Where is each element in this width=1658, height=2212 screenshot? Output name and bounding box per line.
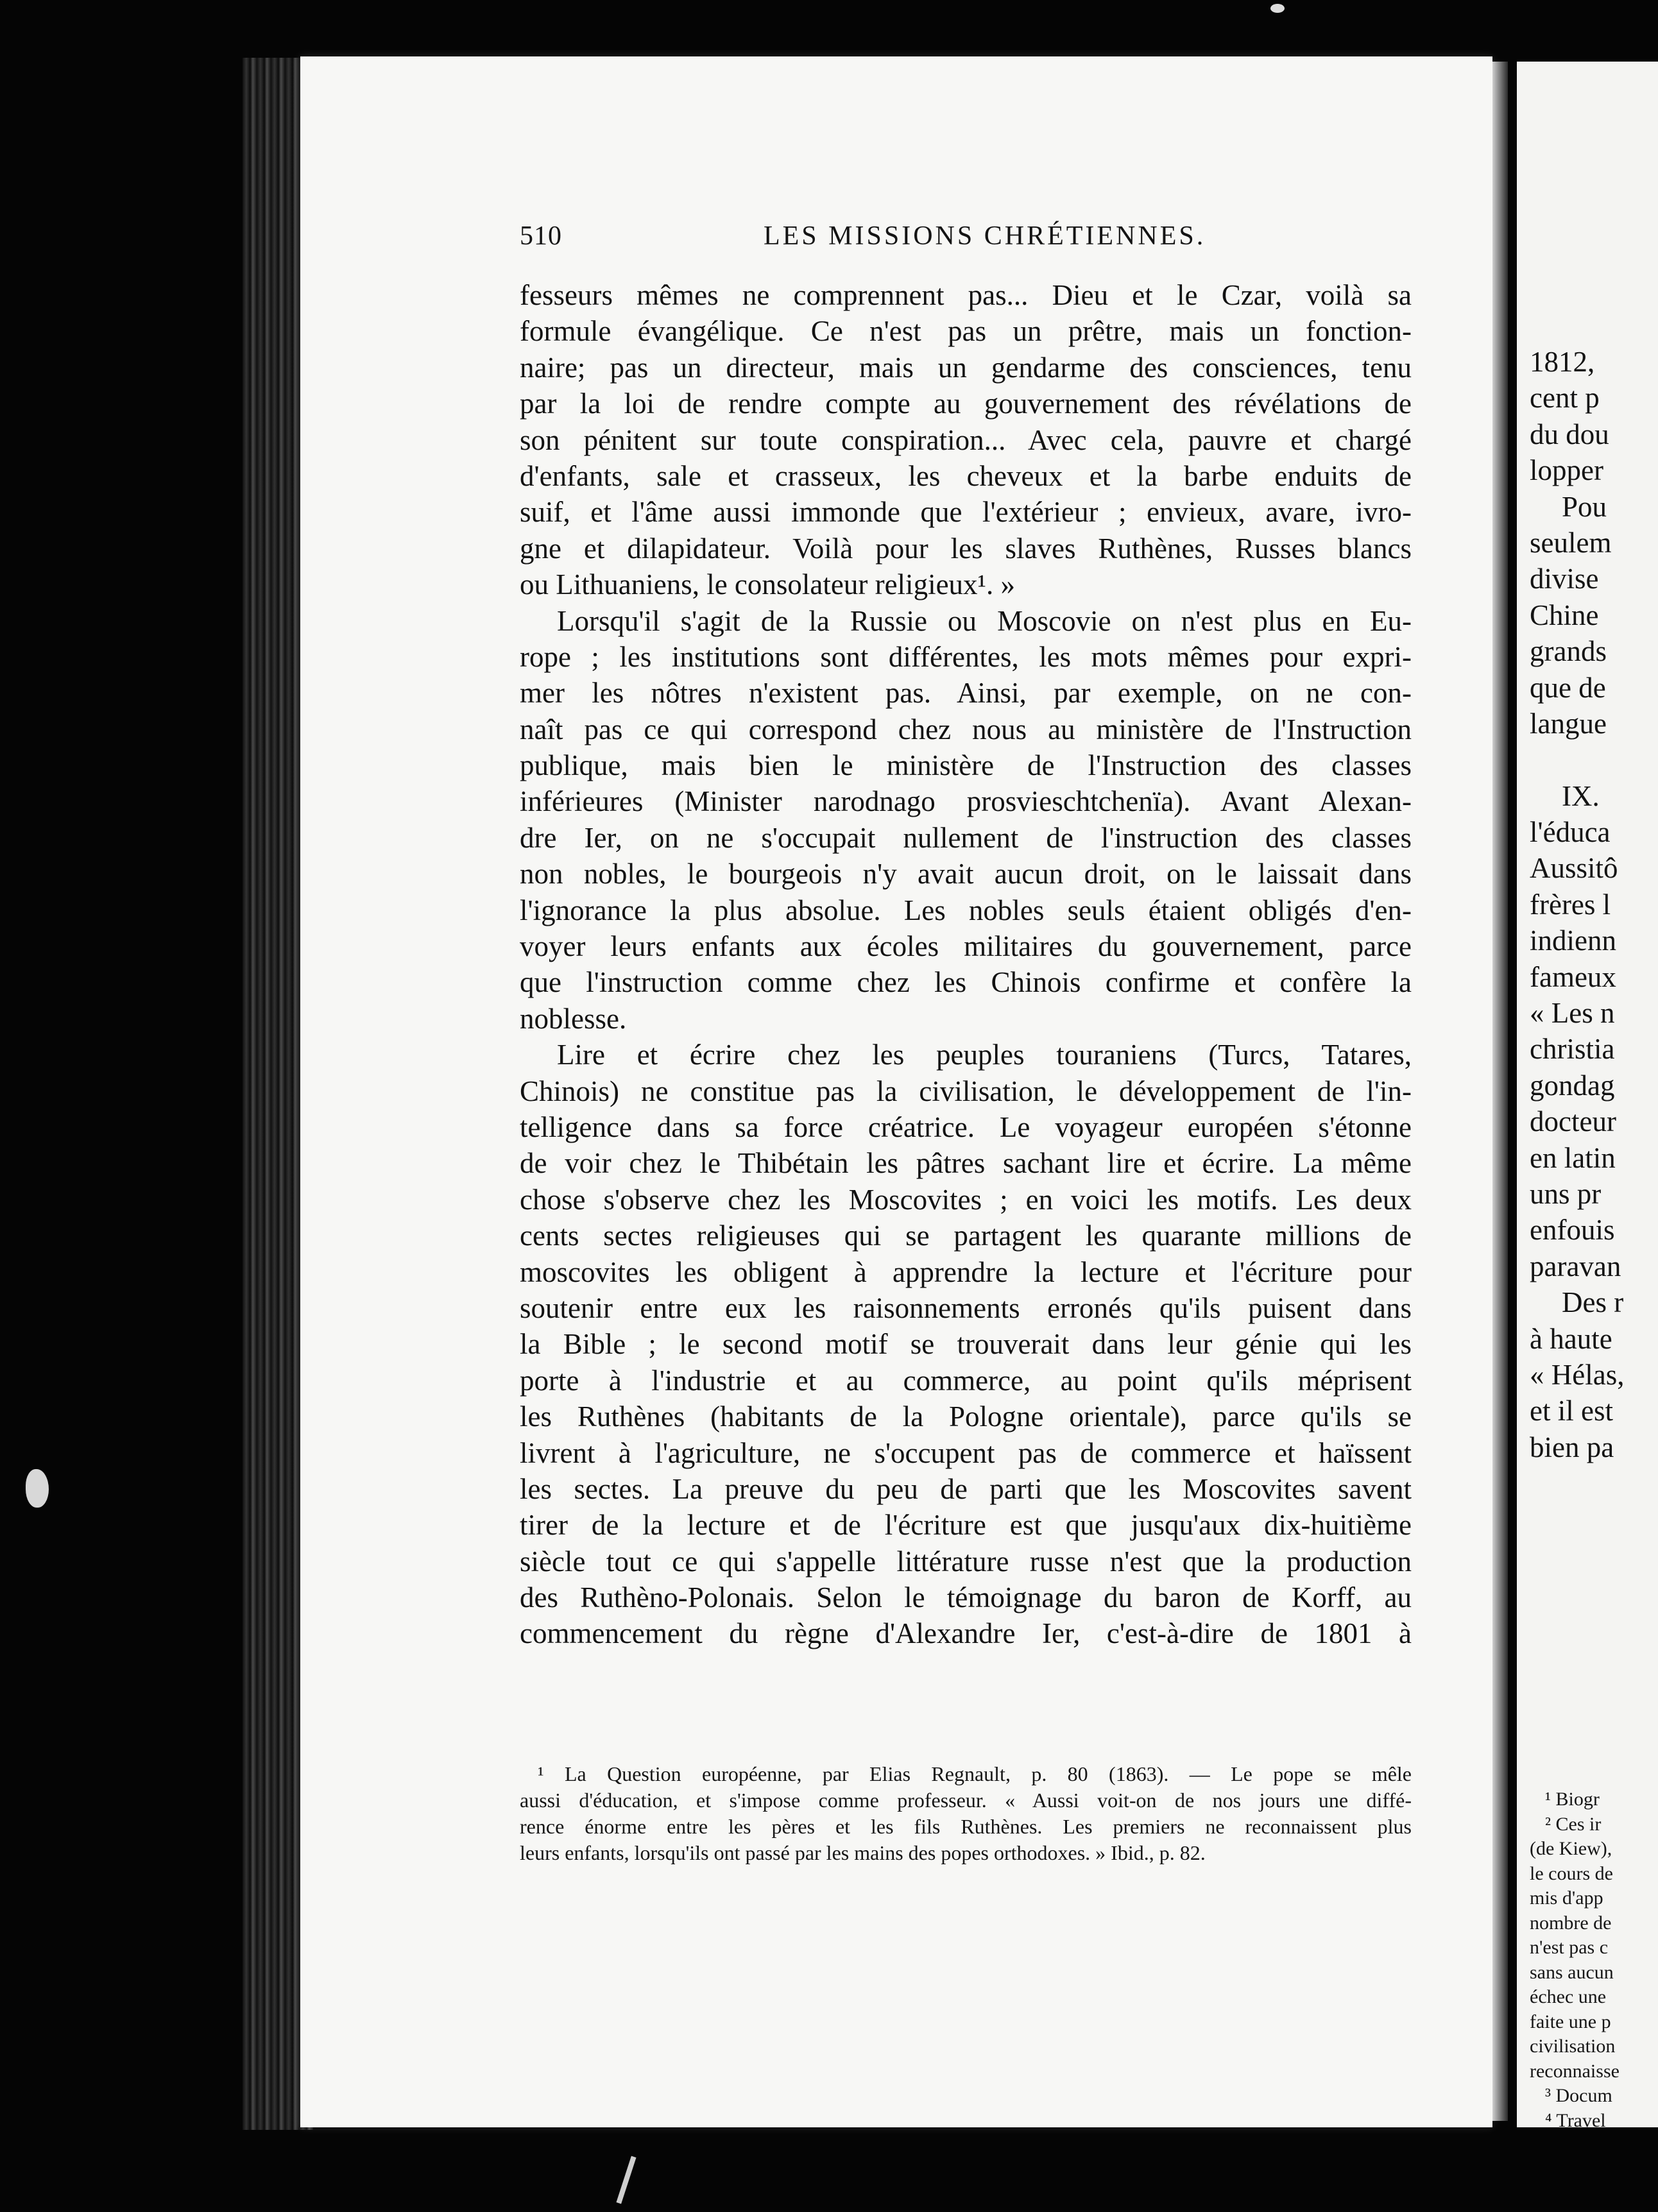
facing-footnote-line: mis d'app [1530,1887,1603,1909]
body-line: telligence dans sa force créatrice. Le voyageur européen s'étonne [520,1110,1412,1143]
facing-footnote-line: n'est pas c [1530,1937,1609,1958]
body-line: soutenir entre eux les raisonnements erronés qu'ils puisent dans [520,1291,1412,1324]
footnote-line: leurs enfants, lorsqu'ils ont passé par les mains des popes orthodoxes. » Ibid., p. 82. [520,1841,1206,1864]
facing-line: « Les n [1530,997,1615,1030]
facing-line: bien pa [1530,1431,1614,1463]
body-line: Chinois) ne constitue pas la civilisation, le développement de l'in- [520,1075,1412,1107]
body-line: siècle tout ce qui s'appelle littérature russe n'est que la production [520,1545,1412,1578]
facing-line: indienn [1530,924,1616,957]
body-line: gne et dilapidateur. Voilà pour les slaves Ruthènes, Russes blancs [520,532,1412,565]
facing-footnote-line: civilisation [1530,2036,1616,2057]
scan-smudge [26,1469,49,1508]
facing-line: frères l [1530,888,1611,921]
facing-line: à haute [1530,1322,1612,1355]
facing-footnote-line: ³ Docum [1545,2085,1612,2106]
facing-line: cent p [1530,382,1600,414]
body-line: les sectes. La preuve du peu de parti que les Moscovites savent [520,1472,1412,1505]
body-line: mer les nôtres n'existent pas. Ainsi, par exemple, on ne con- [520,677,1412,710]
body-line: les Ruthènes (habitants de la Pologne orientale), parce qu'ils se [520,1400,1412,1433]
facing-line: en latin [1530,1141,1616,1174]
body-line: d'enfants, sale et crasseux, les cheveux et la barbe enduits de [520,459,1412,492]
scan-scratch [616,2156,636,2204]
facing-line: 1812, [1530,346,1595,378]
footnote-line: aussi d'éducation, et s'impose comme professeur. « Aussi voit-on de nos jours une diffé- [520,1789,1412,1812]
body-line: l'ignorance la plus absolue. Les nobles seuls étaient obligés d'en- [520,894,1412,926]
facing-line: Chine [1530,599,1599,631]
body-line: que l'instruction comme chez les Chinois confirme et confère la [520,966,1412,999]
facing-footnote-line: ¹ Biogr [1545,1789,1600,1810]
facing-line: fameux [1530,960,1616,993]
facing-line: seulem [1530,526,1612,559]
facing-footnote-line: faite une p [1530,2011,1611,2032]
facing-line [1530,742,1658,778]
body-line: formule évangélique. Ce n'est pas un prêtre, mais un fonction- [520,315,1412,348]
facing-line: uns pr [1530,1177,1602,1210]
facing-line: gondag [1530,1069,1615,1102]
body-line: publique, mais bien le ministère de l'Instruction des classes [520,749,1412,782]
body-line: fesseurs mêmes ne comprennent pas... Dieu et le Czar, voilà sa [520,279,1412,311]
body-line: suif, et l'âme aussi immonde que l'extérieur ; envieux, avare, ivro- [520,496,1412,529]
body-line: la Bible ; le second motif se trouverait dans leur génie qui les [520,1328,1412,1361]
facing-line: et il est [1530,1395,1613,1427]
body-line: des Ruthèno-Polonais. Selon le témoignage du baron de Korff, au [520,1581,1412,1614]
facing-line: docteur [1530,1105,1616,1138]
facing-footnote-line: échec une [1530,1986,1607,2007]
body-line: tirer de la lecture et de l'écriture est que jusqu'aux dix-huitième [520,1509,1412,1542]
body-line: inférieures (Minister narodnago prosvieschtchenïa). Avant Alexan- [520,785,1412,818]
facing-line: Des r [1562,1286,1624,1319]
facing-line: Pou [1562,490,1607,523]
body-line: chose s'observe chez les Moscovites ; en voici les motifs. Les deux [520,1183,1412,1216]
body-line: non nobles, le bourgeois n'y avait aucun droit, on le laissait dans [520,858,1412,890]
facing-line: que de [1530,671,1606,704]
facing-line: Aussitô [1530,852,1618,885]
facing-line: divise [1530,563,1599,595]
body-line: Lorsqu'il s'agit de la Russie ou Moscovie on n'est plus en Eu- [557,604,1412,637]
running-title: LES MISSIONS CHRÉTIENNES. [764,221,1206,251]
facing-page-text [1530,344,1658,1465]
body-text [520,277,1412,1652]
body-line: de voir chez le Thibétain les pâtres sachant lire et écrire. La même [520,1147,1412,1180]
facing-footnote-line: reconnaisse [1530,2060,1620,2082]
scan-speck [1270,4,1285,13]
facing-line: christia [1530,1033,1615,1066]
facing-footnote-line: ² Ces ir [1545,1813,1602,1835]
page-number: 510 [520,221,562,251]
body-line: rope ; les institutions sont différentes, les mots mêmes pour expri- [520,640,1412,673]
footnotes [520,1761,1412,1866]
facing-line: enfouis [1530,1214,1615,1246]
facing-line: paravan [1530,1250,1621,1282]
footnote-line: rence énorme entre les pères et les fils Ruthènes. Les premiers ne reconnaissent plus [520,1815,1412,1838]
facing-line: IX. [1562,779,1600,812]
body-line: son pénitent sur toute conspiration... Avec cela, pauvre et chargé [520,423,1412,456]
page-header [520,221,1412,263]
body-line: cents sectes religieuses qui se partagent les quarante millions de [520,1220,1412,1252]
facing-line: l'éduca [1530,816,1611,849]
facing-line: lopper [1530,454,1603,487]
body-line: noblesse. [520,1002,627,1035]
body-line: naire; pas un directeur, mais un gendarme des consciences, tenu [520,351,1412,384]
facing-line: grands [1530,635,1607,668]
body-line: commencement du règne d'Alexandre Ier, c'est-à-dire de 1801 à [520,1617,1412,1650]
facing-line: langue [1530,707,1607,740]
facing-footnote-line: sans aucun [1530,1961,1614,1983]
body-line: porte à l'industrie et au commerce, au point qu'ils méprisent [520,1364,1412,1397]
body-line: par la loi de rendre compte au gouvernement des révélations de [520,387,1412,420]
facing-line: « Hélas, [1530,1358,1625,1391]
facing-footnote-line: ⁴ Travel [1545,2109,1606,2127]
body-line: dre Ier, on ne s'occupait nullement de l'instruction des classes [520,821,1412,854]
body-line: ou Lithuaniens, le consolateur religieux¹. » [520,568,1016,601]
facing-page-footnotes [1530,1787,1658,2127]
page-edge-shadow [1492,62,1508,2121]
facing-page [1517,62,1658,2127]
body-line: moscovites les obligent à apprendre la lecture et l'écriture pour [520,1255,1412,1288]
facing-footnote-line: (de Kiew), [1530,1838,1612,1859]
body-line: naît pas ce qui correspond chez nous au ministère de l'Instruction [520,713,1412,745]
footnote-line: ¹ La Question européenne, par Elias Regnault, p. 80 (1863). — Le pope se mêle [538,1762,1412,1785]
body-line: voyer leurs enfants aux écoles militaires du gouvernement, parce [520,930,1412,963]
facing-footnote-line: le cours de [1530,1862,1613,1884]
body-line: livrent à l'agriculture, ne s'occupent pas de commerce et haïssent [520,1436,1412,1469]
facing-footnote-line: nombre de [1530,1912,1612,1934]
facing-line: du dou [1530,418,1609,450]
body-line: Lire et écrire chez les peuples touraniens (Turcs, Tatares, [557,1039,1412,1071]
